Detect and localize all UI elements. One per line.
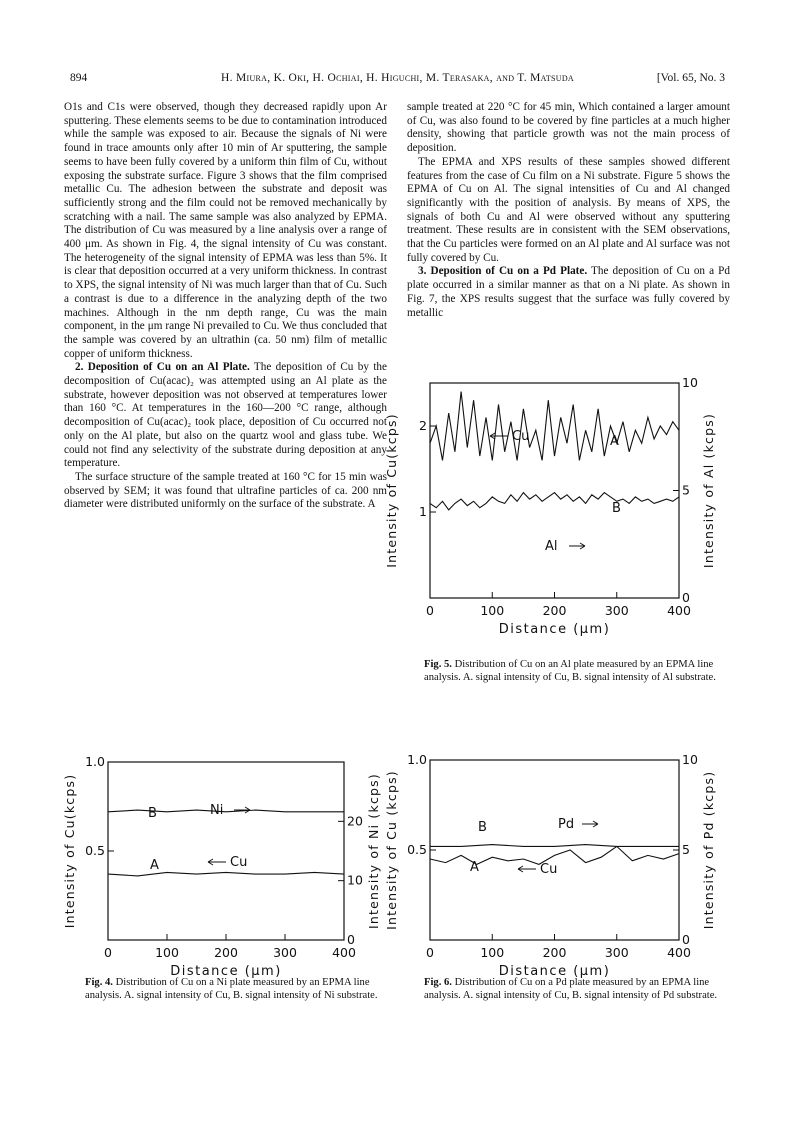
x-tick-label: 0 [104, 945, 112, 960]
x-tick-label: 200 [542, 603, 567, 618]
y-axis-label-left: Intensity of Cu (kcps) [384, 770, 399, 930]
right-tick-label: 0 [682, 932, 690, 947]
x-tick-label: 300 [273, 945, 297, 960]
running-header [70, 72, 725, 88]
paragraph: O1s and C1s were observed, though they decreased rapidly upon Ar sputtering. These elements seems to be due to contamination introduced while the sample was exposed to air. Because the signals of Ni were found in trace amounts only after 10 min of Ar sputtering, the sample seems to have been fully covered by a uniform thin film of Cu, without exposing the substrate surface. Figure 3 shows that the film comprised metallic Cu. The adhesion between the substrate and deposit was sufficiently strong and the film could not be removed mechanically by scratching with a nail. The same sample was also analyzed by EPMA. The distribution of Cu was measured by a line analysis over a range of 400 μm. As shown in Fig. 4, the signal intensity of Cu was constant. The heterogeneity of the signal intensity of EPMA was less than 5%. It is clear that deposition occurred at a very uniform thickness. In contrast to XPS, the signal intensity of Ni was much larger than that of Cu. Such a contrast is due to a difference in the analyzing depth of the two machines. Although in the nm depth range, Cu was the main component, in the μm range Ni prevailed to Cu. We thus concluded that the sample was covered by an ultrathin (ca. 50 nm) film of metallic copper of uniform thickness. [64, 101, 387, 360]
caption-text: Distribution of Cu on an Al plate measured by an EPMA line analysis. A. signal intensity of Cu, B. signal intensity of Al substrate. [424, 659, 716, 683]
left-tick-label: 0.5 [85, 843, 105, 858]
paragraph: The surface structure of the sample treated at 160 °C for 15 min was observed by SEM; it was found that ultrafine particles of ca. 200 nm diameter were distributed uniformly on the surface of the substrate. A [64, 470, 387, 511]
right-tick-label: 10 [682, 752, 698, 767]
y-axis-label-right: Intensity of Pd (kcps) [701, 770, 716, 930]
figure-5-caption [424, 659, 724, 684]
figure-5-chart [384, 315, 730, 645]
section-paragraph [407, 265, 730, 320]
section-paragraph [64, 361, 387, 471]
right-tick-label: 0 [347, 932, 355, 947]
left-tick-label: 1.0 [407, 752, 427, 767]
caption-text: Distribution of Cu on a Pd plate measured by an EPMA line analysis. A. signal intensity of Cu, B. signal intensity of Pd substrate. [424, 977, 718, 1001]
series-letter-A: A [470, 860, 479, 875]
series-line-A [108, 872, 344, 876]
series-letter-B: B [612, 501, 621, 516]
figure-6-svg [384, 740, 730, 979]
left-tick-label: 1 [419, 504, 427, 519]
right-tick-label: 10 [682, 375, 698, 390]
plot-frame [108, 762, 344, 940]
left-tick-label: 1.0 [85, 754, 105, 769]
y-axis-label-left: Intensity of Cu(kcps) [384, 413, 399, 568]
series-line-B [430, 845, 679, 847]
x-tick-label: 0 [426, 945, 434, 960]
left-tick-label: 0.5 [407, 842, 427, 857]
x-tick-label: 200 [214, 945, 238, 960]
series-line-B [430, 493, 679, 510]
author-line: H. Miura, K. Oki, H. Ochiai, H. Higuchi, M. Terasaka, and T. Matsuda [221, 72, 574, 84]
plot-frame [430, 383, 679, 598]
x-tick-label: 400 [667, 603, 691, 618]
left-tick-label: 2 [419, 418, 427, 433]
figure-5-svg [384, 315, 730, 645]
series-label-B: Ni [210, 803, 224, 818]
series-line-B [108, 810, 344, 812]
x-tick-label: 100 [480, 603, 505, 618]
series-letter-A: A [150, 858, 159, 873]
figure-6-chart [384, 740, 730, 979]
figure-4-caption [85, 977, 385, 1002]
caption-label: Fig. 4. [85, 977, 113, 988]
x-tick-label: 400 [667, 945, 691, 960]
paragraph-body: The deposition of Cu by the decomposition of Cu(acac)₂ was attempted using an Al plate as the substrate, however deposition was not observed at temperatures lower than 160 °C. At temperatures in the 160—200 °C range, although decomposition of Cu(acac)₂ took place, deposition of Cu occurred not only on the Al plate, but also on the quartz wool and glass tube. We could not find any selectivity of the substrate during deposition at any temperature. [64, 361, 387, 470]
y-axis-label-left: Intensity of Cu(kcps) [62, 773, 77, 929]
x-tick-label: 100 [155, 945, 179, 960]
section-heading: 2. Deposition of Cu on an Al Plate. [75, 361, 250, 374]
x-tick-label: 200 [542, 945, 567, 960]
paragraph: The EPMA and XPS results of these samples showed different features from the case of Cu film on a Ni substrate. Figure 5 shows the EPMA of Cu on Al. The signal intensities of Cu and Al changed significantly with the position of analysis. By means of XPS, the signals of both Cu and Al were observed without any sputtering treatment. These results are in consistent with the SEM observations, that the Cu particles were formed on an Al plate and Al surface was not fully covered by Cu. [407, 155, 730, 264]
right-column [407, 101, 730, 320]
figure-4-svg [60, 748, 390, 979]
y-axis-label-right: Intensity of Ni (kcps) [366, 773, 381, 929]
series-letter-B: B [478, 820, 487, 835]
x-tick-label: 0 [426, 603, 434, 618]
right-tick-label: 5 [682, 482, 690, 498]
plot-frame [430, 760, 679, 940]
x-tick-label: 300 [604, 603, 629, 618]
series-label-B: Al [545, 539, 558, 554]
series-label-A: Cu [512, 429, 530, 444]
section-heading: 3. Deposition of Cu on a Pd Plate. [418, 265, 588, 278]
right-tick-label: 20 [347, 813, 363, 829]
right-tick-label: 10 [347, 872, 363, 888]
y-axis-label-right: Intensity of Al (kcps) [701, 412, 716, 569]
series-label-A: Cu [230, 855, 248, 870]
series-letter-A: A [610, 434, 619, 449]
x-tick-label: 400 [332, 945, 356, 960]
caption-label: Fig. 5. [424, 659, 452, 670]
figure-4-chart [60, 748, 390, 979]
caption-label: Fig. 6. [424, 977, 452, 988]
paragraph-body: The deposition of Cu on a Pd plate occurred in a similar manner as that on a Ni plate. As shown in Fig. 7, the XPS results suggest that the surface was fully covered by metallic [407, 265, 730, 319]
volume-info: [Vol. 65, No. 3 [656, 72, 725, 84]
paragraph: sample treated at 220 °C for 45 min, Which contained a larger amount of Cu, was also found to be covered by fine particles at a much higher density, showing that particle growth was not the main process of deposition. [407, 101, 730, 155]
x-tick-label: 100 [480, 945, 505, 960]
x-axis-label: Distance (μm) [170, 964, 282, 979]
caption-text: Distribution of Cu on a Ni plate measured by an EPMA line analysis. A. signal intensity of Cu, B. signal intensity of Ni substrate. [85, 977, 378, 1001]
series-line-A [430, 392, 679, 461]
x-tick-label: 300 [604, 945, 629, 960]
right-tick-label: 0 [682, 590, 690, 605]
figure-6-caption [424, 977, 724, 1002]
series-label-B: Pd [558, 817, 575, 832]
x-axis-label: Distance (μm) [498, 622, 611, 637]
left-column [64, 101, 387, 512]
x-axis-label: Distance (μm) [498, 964, 611, 979]
series-letter-B: B [148, 806, 157, 821]
right-tick-label: 5 [682, 842, 690, 857]
page-number: 894 [70, 72, 88, 84]
series-label-A: Cu [540, 862, 558, 877]
